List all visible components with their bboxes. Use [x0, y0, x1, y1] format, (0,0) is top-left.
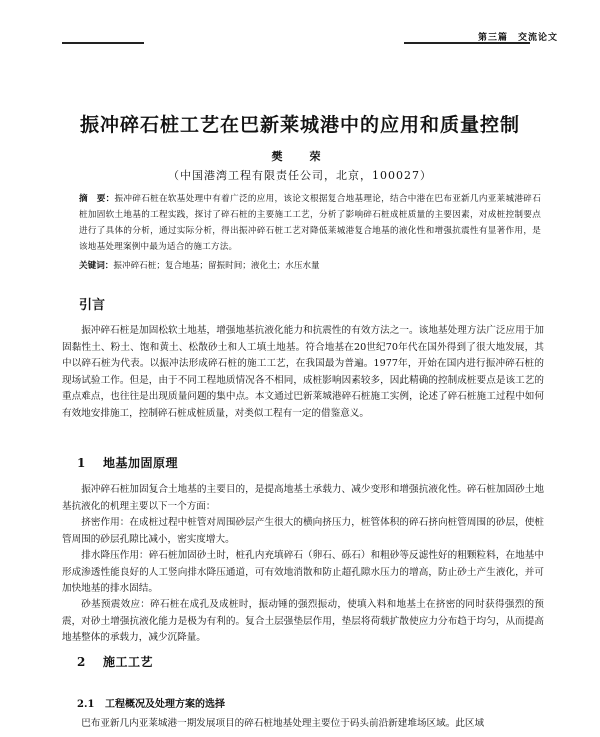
abstract-label: 摘 要：: [79, 194, 115, 204]
section-2-1-heading: [77, 695, 225, 710]
affiliation: （中国港湾工程有限责任公司，北京，100027）: [168, 169, 432, 182]
keywords: [79, 259, 541, 273]
section-1-paragraph-1: 振冲碎石桩加固复合土地基的主要目的，是提高地基土承载力、减少变形和增强抗液化性。碎石桩加固砂土地基抗液化的机理主要以下一个方面：: [62, 484, 544, 512]
abstract: [79, 191, 541, 255]
running-head: 第三篇 交流论文: [477, 33, 558, 43]
section-1-paragraph-3: 排水降压作用：碎石桩加固砂土时，桩孔内充填碎石（卵石、砾石）和粗砂等反滤性好的粗颗粒料，在地基中形成渗透性能良好的人工竖向排水降压通道，可有效地消散和防止超孔隙水压力的增高，防止砂土产生液化，并可加快地基的排水固结。: [62, 550, 544, 594]
author: 樊 荣: [271, 150, 329, 163]
intro-heading: 引言: [79, 298, 106, 313]
section-1-heading: [77, 454, 178, 471]
keywords-text: 振冲碎石桩；复合地基；留振时间；液化土；水压水量: [113, 261, 320, 271]
section-2-heading: [77, 653, 153, 670]
section-2-1-title: 工程概况及处理方案的选择: [105, 699, 225, 710]
paper-title: 振冲碎石桩工艺在巴新莱城港中的应用和质量控制: [79, 114, 520, 136]
header-rule-left: [62, 42, 144, 44]
abstract-text: 振冲碎石桩在软基处理中有着广泛的应用，该论文根据复合地基理论，结合中港在巴布亚新几内亚莱城港碎石桩加固软土地基的工程实践，探讨了碎石桩的主要施工工艺，分析了影响碎石桩成桩质量的主要因素，对成桩控制要点进行了具体的分析，通过实际分析，得出振冲碎石桩工艺对降低莱城港复合地基的液化性和增强抗震性有显著作用，是该地基处理案例中最为适合的施工方法。: [79, 194, 541, 252]
section-1-paragraph-4: 砂基预震效应：碎石桩在成孔及成桩时，振动锤的强烈振动，使填入料和地基土在挤密的同时获得强烈的预震，对砂土增强抗液化能力是极为有利的。复合土层强垫层作用，垫层将荷载扩散使应力分布趋于均匀，从而提高地基整体的承载力，减少沉降量。: [62, 599, 544, 643]
section-1-title: 地基加固原理: [103, 456, 179, 470]
section-2-1-number: 2.1: [77, 699, 95, 710]
section-1-paragraph-2: 挤密作用：在成桩过程中桩管对周围砂层产生很大的横向挤压力，桩管体积的碎石挤向桩管周围的砂层，使桩管周围的砂层孔隙比减小，密实度增大。: [62, 517, 544, 545]
keywords-label: 关键词：: [79, 261, 114, 271]
section-2-number: 2: [77, 655, 86, 669]
section-2-1-paragraph: 巴布亚新几内亚莱城港一期发展项目的碎石桩地基处理主要位于码头前沿新建堆场区域。此区域: [81, 718, 485, 729]
section-2-title: 施工工艺: [103, 655, 154, 669]
section-1-number: 1: [77, 456, 86, 470]
intro-paragraph: 振冲碎石桩是加固松软土地基，增强地基抗液化能力和抗震性的有效方法之一。该地基处理方法广泛应用于加固黏性土、粉土、饱和黄土、松散砂土和人工填土地基。符合地基在20世纪70年代在国外得到了很大地发展，其中以碎石桩为代表。以振冲法形成碎石桩的施工工艺，在我国最为普遍。1977年，开始在国内进行振冲碎石桩的现场试验工作。但是，由于不同工程地质情况各不相同，成桩影响因素较多，因此精确的控制成桩要点是该工艺的重点难点，也往往是出现质量问题的集中点。本文通过巴新莱城港碎石桩施工实例，论述了碎石桩施工过程中如何有效地安排施工，控制碎石桩成桩质量，对类似工程有一定的借鉴意义。: [62, 325, 544, 419]
